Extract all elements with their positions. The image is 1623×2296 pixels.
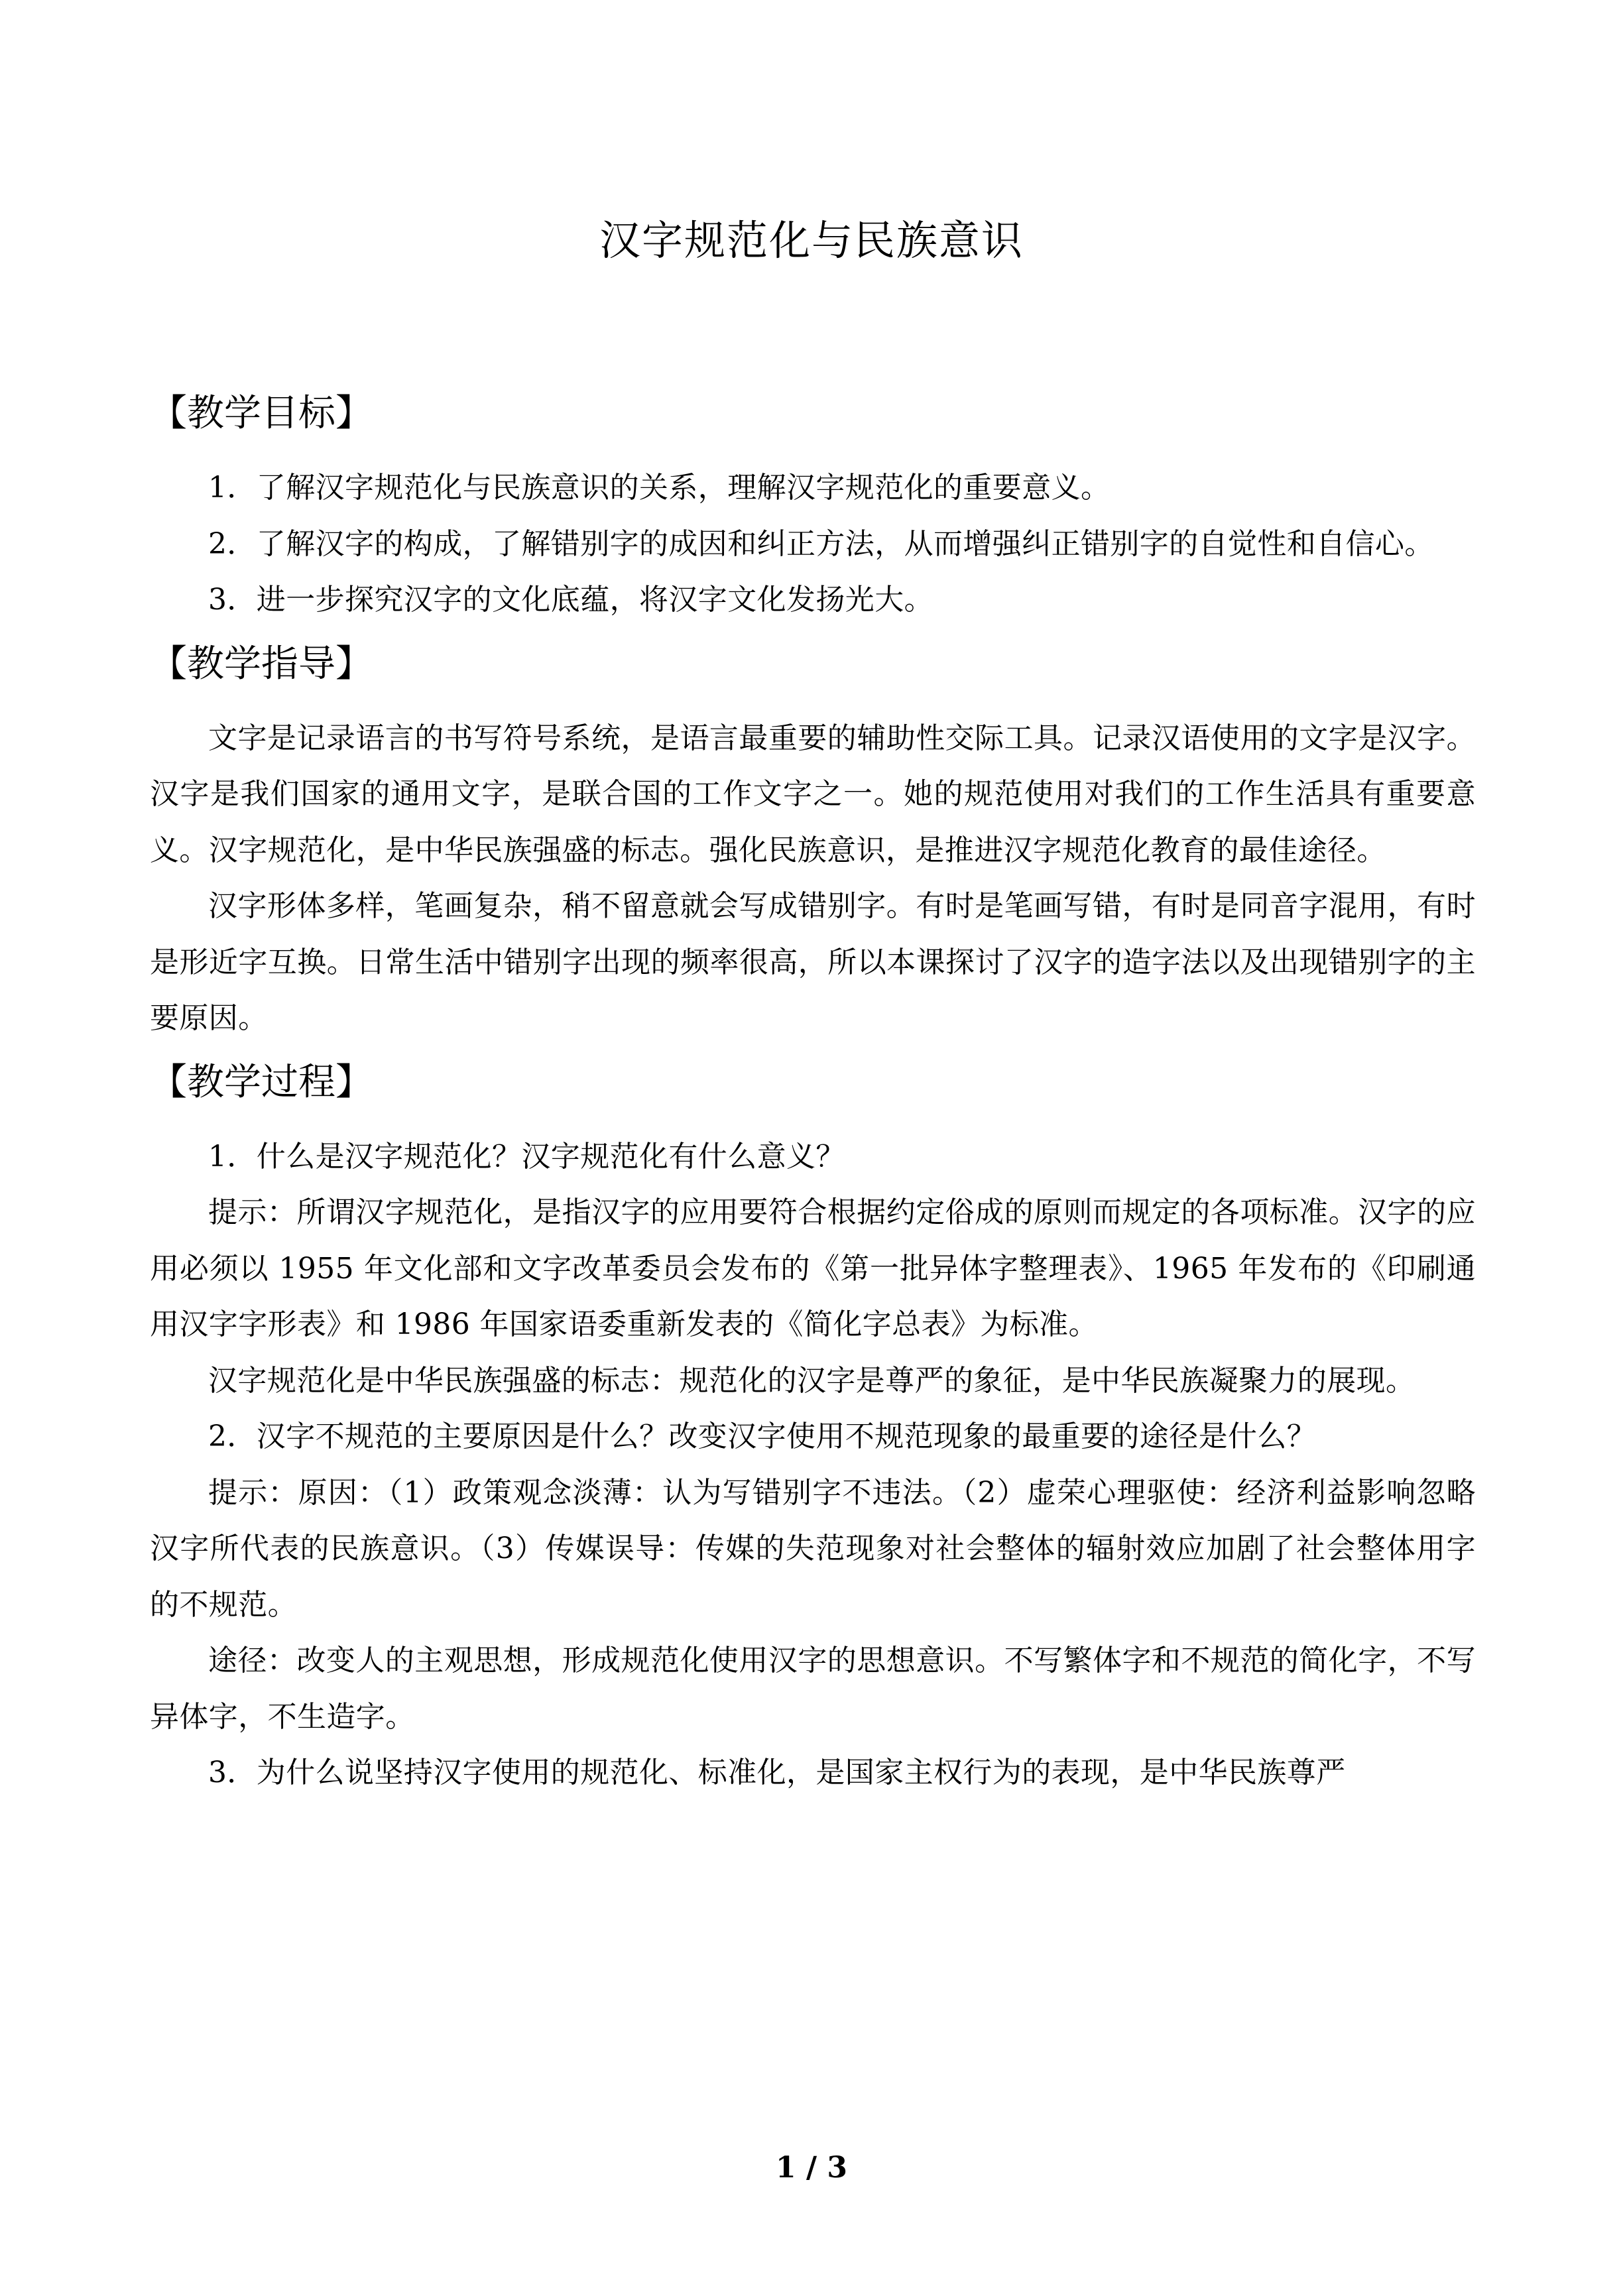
paragraph: 2．汉字不规范的主要原因是什么？改变汉字使用不规范现象的最重要的途径是什么？	[208, 1420, 1317, 1453]
paragraph: 文字是记录语言的书写符号系统，是语言最重要的辅助性交际工具。记录汉语使用的文字是汉字。汉字是我们国家的通用文字，是联合国的工作文字之一。她的规范使用对我们的工作生活具有重要意义。汉字规范化，是中华民族强盛的标志。强化民族意识，是推进汉字规范化教育的最佳途径。	[150, 721, 1476, 867]
paragraph: 3．为什么说坚持汉字使用的规范化、标准化，是国家主权行为的表现，是中华民族尊严	[208, 1756, 1346, 1789]
section-heading: 【教学目标】	[150, 392, 373, 435]
section-heading: 【教学指导】	[150, 642, 373, 686]
section-teaching-guidance	[150, 629, 1476, 1047]
paragraph: 2．了解汉字的构成，了解错别字的成因和纠正方法，从而增强纠正错别字的自觉性和自信心。	[208, 526, 1434, 561]
paragraph: 1．了解汉字规范化与民族意识的关系，理解汉字规范化的重要意义。	[208, 471, 1111, 505]
paragraph: 提示：原因：（1）政策观念淡薄：认为写错别字不违法。（2）虚荣心理驱使：经济利益影响忽略汉字所代表的民族意识。（3）传媒误导：传媒的失范现象对社会整体的辐射效应加剧了社会整体用字的不规范。	[150, 1475, 1476, 1622]
paragraph: 汉字形体多样，笔画复杂，稍不留意就会写成错别字。有时是笔画写错，有时是同音字混用，有时是形近字互换。日常生活中错别字出现的频率很高，所以本课探讨了汉字的造字法以及出现错别字的主要原因。	[150, 889, 1476, 1035]
document-title: 汉字规范化与民族意识	[599, 216, 1024, 265]
document-body	[150, 378, 1476, 1801]
paragraph: 途径：改变人的主观思想，形成规范化使用汉字的思想意识。不写繁体字和不规范的简化字，不写异体字，不生造字。	[150, 1644, 1476, 1734]
section-teaching-goals	[150, 378, 1476, 629]
section-heading: 【教学过程】	[150, 1060, 373, 1104]
paragraph: 3．进一步探究汉字的文化底蕴，将汉字文化发扬光大。	[208, 583, 933, 617]
page-indicator: 1 / 3	[776, 2151, 847, 2185]
section-teaching-process	[150, 1047, 1476, 1801]
paragraph: 汉字规范化是中华民族强盛的标志：规范化的汉字是尊严的象征，是中华民族凝聚力的展现。	[208, 1363, 1415, 1398]
paragraph: 1．什么是汉字规范化？汉字规范化有什么意义？	[208, 1139, 845, 1174]
paragraph: 提示：所谓汉字规范化，是指汉字的应用要符合根据约定俗成的原则而规定的各项标准。汉字的应用必须以 1955 年文化部和文字改革委员会发布的《第一批异体字整理表》、1965 年发布的《印刷通用汉字字形表》和 1986 年国家语委重新发表的《简化字总表》为标准。	[150, 1195, 1476, 1341]
